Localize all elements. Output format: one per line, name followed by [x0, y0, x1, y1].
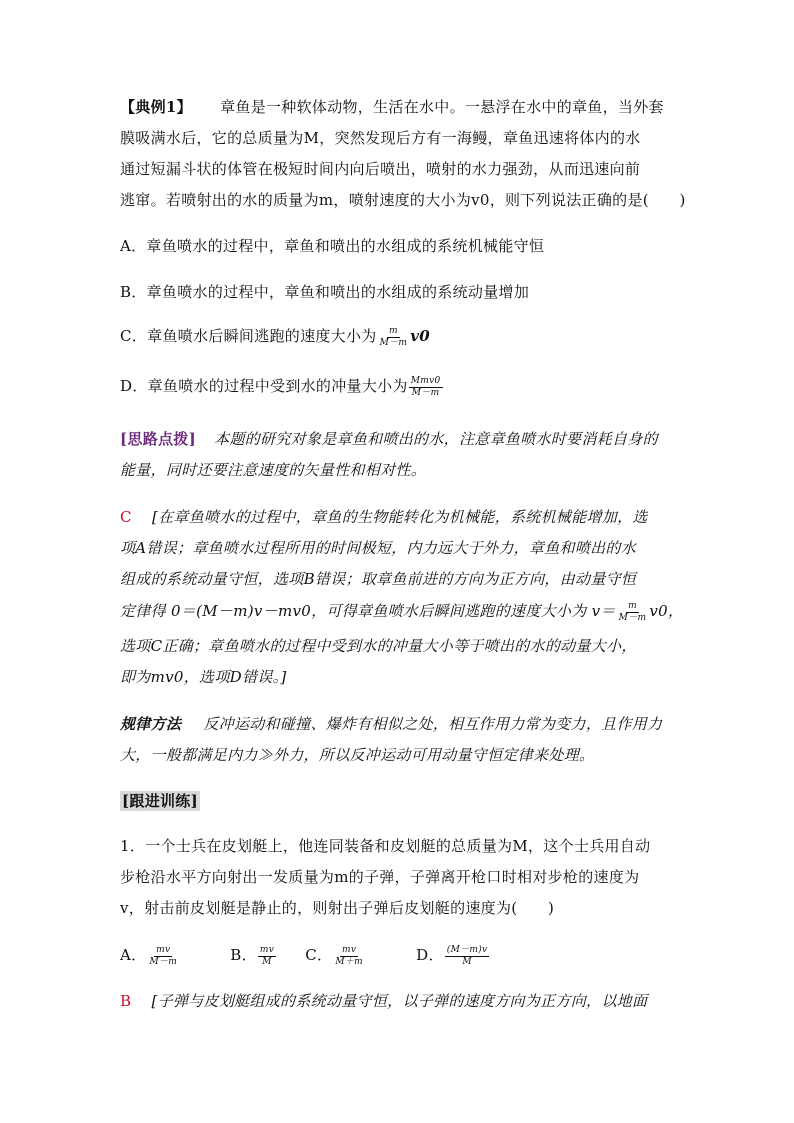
example-text-1: 章鱼是一种软体动物，生活在水中。一悬浮在水中的章鱼，当外套 [220, 98, 664, 116]
answer2-letter: B [120, 992, 132, 1010]
example-tag: 【典例1】 [120, 98, 192, 116]
method-line-1 [120, 713, 662, 734]
example-line-2: 膜吸满水后，它的总质量为M，突然发现后方有一海鳗，章鱼迅速将体内的水 [120, 129, 641, 147]
q1-option-d [416, 944, 490, 967]
answer2-line-1 [120, 990, 647, 1011]
option-fraction [258, 945, 276, 968]
answer2-text: [子弹与皮划艇组成的系统动量守恒，以子弹的速度方向为正方向，以地面 [151, 992, 648, 1010]
answer-line-1 [120, 506, 648, 527]
method-label: 规律方法 [120, 715, 182, 733]
method-text-1: 反冲运动和碰撞、爆炸有相似之处，相互作用力常为变力，且作用力 [203, 715, 663, 733]
option-a: A．章鱼喷水的过程中，章鱼和喷出的水组成的系统机械能守恒 [120, 237, 545, 255]
option-label: D． [416, 946, 444, 964]
option-fraction [333, 945, 365, 968]
fraction-numerator: mv [259, 944, 275, 955]
fraction-denominator: M－m [379, 337, 408, 348]
q1-line-2: 步枪沿水平方向射出一发质量为m的子弹，子弹离开枪口时相对步枪的速度为 [120, 868, 640, 886]
example-line-3: 通过短漏斗状的体管在极短时间内向后喷出，喷射的水力强劲，从而迅速向前 [120, 160, 641, 178]
option-d-fraction [409, 376, 443, 399]
fraction-numerator: Mmv0 [410, 375, 441, 386]
example-line-1 [120, 96, 664, 117]
answer-letter: C [120, 508, 132, 526]
option-label: B． [230, 946, 257, 964]
answer-text-1: [在章鱼喷水的过程中，章鱼的生物能转化为机械能，系统机械能增加，选 [151, 508, 648, 526]
fraction-numerator: (M－m)v [446, 944, 488, 955]
fraction-numerator: m [628, 600, 637, 611]
training-label: [跟进训练] [122, 792, 198, 810]
hint-line-1 [120, 428, 658, 449]
option-c-fraction [378, 326, 410, 349]
hint-line-2: 能量，同时还要注意速度的矢量性和相对性。 [120, 461, 427, 479]
fraction-denominator: M [262, 956, 272, 967]
option-b: B．章鱼喷水的过程中，章鱼和喷出的水组成的系统动量增加 [120, 283, 530, 301]
option-c-tail: v0 [410, 327, 431, 345]
answer-line-2: 项A错误；章鱼喷水过程所用的时间极短，内力远大于外力，章鱼和喷出的水 [120, 539, 637, 557]
hint-label: [思路点拨] [120, 430, 196, 448]
option-c [120, 325, 430, 349]
fraction-denominator: M－m [618, 612, 647, 623]
q1-line-1: 1．一个士兵在皮划艇上，他连同装备和皮划艇的总质量为M，这个士兵用自动 [120, 837, 651, 855]
q1-options [120, 944, 490, 968]
answer-text-4b: v0， [649, 602, 684, 620]
q1-option-a [120, 944, 180, 967]
fraction-numerator: mv [156, 944, 171, 955]
q1-option-b [230, 944, 277, 967]
option-label: C． [305, 946, 333, 964]
fraction-numerator: m [389, 325, 398, 336]
option-d [120, 375, 444, 399]
answer-line-5: 选项C正确；章鱼喷水的过程中受到水的冲量大小等于喷出的水的动量大小， [120, 637, 637, 655]
answer-text-4a: 定律得 0＝(M－m)v－mv0，可得章鱼喷水后瞬间逃跑的速度大小为 v＝ [120, 602, 616, 620]
option-label: A． [120, 946, 147, 964]
fraction-denominator: M－m [411, 387, 440, 398]
fraction-denominator: M＋m [335, 956, 363, 967]
option-fraction [445, 945, 490, 968]
fraction-numerator: mv [342, 944, 357, 955]
hint-text-1: 本题的研究对象是章鱼和喷出的水，注意章鱼喷水时要消耗自身的 [214, 430, 658, 448]
answer-line-3: 组成的系统动量守恒，选项B错误；取章鱼前进的方向为正方向，由动量守恒 [120, 570, 637, 588]
example-line-4: 逃窜。若喷射出的水的质量为m，喷射速度的大小为v0，则下列说法正确的是( ) [120, 191, 686, 209]
fraction-denominator: M－m [149, 956, 178, 967]
fraction-denominator: M [462, 956, 472, 967]
answer-fraction [617, 601, 649, 624]
option-d-text: D．章鱼喷水的过程中受到水的冲量大小为 [120, 377, 408, 395]
answer-line-6: 即为mv0，选项D错误。] [120, 668, 287, 686]
q1-option-c [305, 944, 366, 967]
training-header [120, 790, 200, 811]
option-c-text: C．章鱼喷水后瞬间逃跑的速度大小为 [120, 327, 377, 345]
option-fraction [147, 945, 179, 968]
method-line-2: 大，一般都满足内力≫外力，所以反冲运动可用动量守恒定律来处理。 [120, 746, 595, 764]
q1-line-3: v，射击前皮划艇是静止的，则射出子弹后皮划艇的速度为( ) [120, 899, 555, 917]
answer-line-4 [120, 600, 683, 624]
